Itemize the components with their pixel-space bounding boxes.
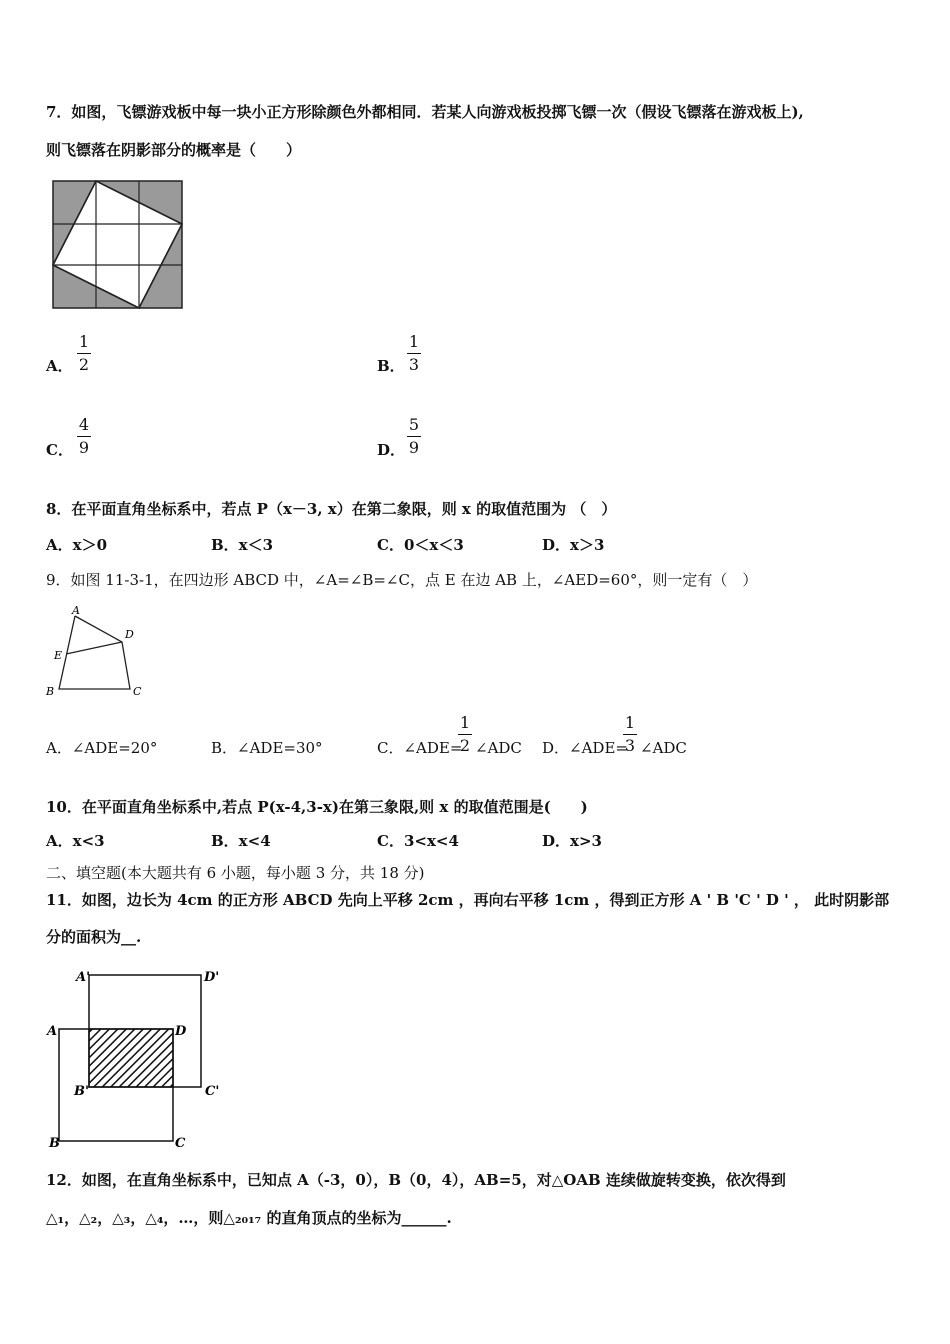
q9-option-c-fraction	[458, 714, 472, 755]
label-a: A	[47, 1024, 58, 1039]
q9-option-d-suffix: ∠ADC	[640, 739, 687, 757]
q9-option-d-fraction	[623, 714, 637, 755]
q12-stem-line1: 12．如图，在直角坐标系中，已知点 A（-3，0），B（0，4），AB=5，对△OAB 连续做旋转变换，依次得到	[46, 1171, 786, 1189]
q10-stem: 10．在平面直角坐标系中,若点 P(x-4,3-x)在第三象限,则 x 的取值范围是( )	[46, 798, 588, 816]
q7-option-d-fraction	[407, 416, 421, 457]
q8-option-b: B．x＜3	[211, 536, 274, 554]
q7-option-c-fraction	[77, 416, 91, 457]
label-c: C	[133, 685, 142, 698]
q9-option-c-suffix: ∠ADC	[475, 739, 522, 757]
q7-option-a: A．	[46, 357, 73, 375]
q9-option-c-prefix: C．∠ADE=	[377, 739, 463, 757]
q9-option-b: B．∠ADE=30°	[211, 739, 323, 757]
label-d-prime: D'	[204, 970, 220, 985]
label-b: B	[49, 1136, 60, 1150]
fraction-bar	[407, 436, 421, 437]
fraction-bar	[77, 353, 91, 354]
q7-option-b-fraction	[407, 333, 421, 374]
q11-stem-line1: 11．如图，边长为 4cm 的正方形 ABCD 先向上平移 2cm ，再向右平移 1cm ，得到正方形 A ' B 'C ' D ' ， 此时阴影部	[46, 891, 890, 909]
fraction-numerator: 5	[408, 415, 420, 434]
q7-stem-line1: 7．如图，飞镖游戏板中每一块小正方形除颜色外都相同．若某人向游戏板投掷飞镖一次（假设飞镖落在游戏板上),	[46, 103, 804, 121]
label-a: A	[72, 604, 80, 617]
label-a-prime: A'	[76, 970, 91, 985]
fraction-denominator: 2	[78, 355, 90, 374]
q7-option-b: B．	[377, 357, 405, 375]
q8-stem: 8．在平面直角坐标系中，若点 P（x－3, x）在第二象限，则 x 的取值范围为 （ ）	[46, 500, 617, 518]
q9-option-d-prefix: D．∠ADE=	[542, 739, 628, 757]
fraction-denominator: 9	[78, 438, 90, 457]
fraction-bar	[407, 353, 421, 354]
fraction-numerator: 1	[624, 713, 636, 732]
q9-stem: 9．如图 11-3-1，在四边形 ABCD 中，∠A=∠B=∠C，点 E 在边 AB 上，∠AED=60°，则一定有（ ）	[46, 571, 758, 589]
q11-stem-line2: 分的面积为__.	[46, 928, 142, 946]
label-d: D	[175, 1024, 187, 1039]
fraction-bar	[458, 734, 472, 735]
fraction-bar	[77, 436, 91, 437]
q7-option-d: D．	[377, 441, 406, 459]
fraction-numerator: 4	[78, 415, 90, 434]
dartboard-figure	[52, 180, 184, 310]
label-c: C	[175, 1136, 186, 1150]
section-heading: 二、填空题(本大题共有 6 小题，每小题 3 分，共 18 分)	[46, 864, 425, 882]
q8-option-c: C．0＜x＜3	[377, 536, 464, 554]
fraction-numerator: 1	[78, 332, 90, 351]
label-c-prime: C'	[205, 1084, 220, 1099]
fraction-denominator: 3	[624, 736, 636, 755]
fraction-numerator: 1	[408, 332, 420, 351]
q8-option-a: A．x＞0	[46, 536, 108, 554]
q9-option-a: A．∠ADE=20°	[46, 739, 158, 757]
fraction-denominator: 2	[459, 736, 471, 755]
q10-option-c: C．3<x<4	[377, 832, 459, 850]
label-e: E	[54, 649, 63, 662]
label-d: D	[125, 628, 134, 641]
fraction-denominator: 9	[408, 438, 420, 457]
q10-option-a: A．x<3	[46, 832, 105, 850]
quadrilateral-figure	[42, 604, 152, 699]
fraction-bar	[623, 734, 637, 735]
q7-option-a-fraction	[77, 333, 91, 374]
q7-stem-line2: 则飞镖落在阴影部分的概率是（ ）	[46, 141, 302, 159]
fraction-numerator: 1	[459, 713, 471, 732]
label-b: B	[46, 685, 55, 698]
q10-option-b: B．x<4	[211, 832, 271, 850]
q7-option-c: C．	[46, 441, 73, 459]
q12-stem-line2: △₁，△₂，△₃，△₄，…，则△₂₀₁₇ 的直角顶点的坐标为______.	[46, 1209, 452, 1227]
q8-option-d: D．x＞3	[542, 536, 605, 554]
label-b-prime: B'	[74, 1084, 89, 1099]
q10-option-d: D．x>3	[542, 832, 602, 850]
fraction-denominator: 3	[408, 355, 420, 374]
translated-squares-figure	[45, 965, 225, 1150]
